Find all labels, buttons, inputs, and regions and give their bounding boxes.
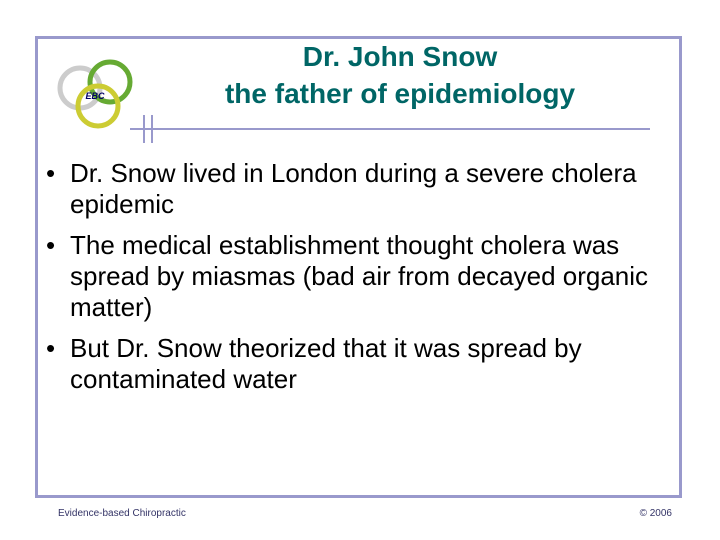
title-line-1: Dr. John Snow bbox=[302, 41, 498, 72]
bullet-text: But Dr. Snow theorized that it was spread by contaminated water bbox=[70, 333, 582, 394]
bullet-text: The medical establishment thought cholera was spread by miasmas (bad air from decayed organic matter) bbox=[70, 230, 649, 322]
bullet-item bbox=[44, 333, 670, 395]
bullet-icon: • bbox=[46, 333, 56, 363]
ebc-logo-icon bbox=[54, 56, 140, 136]
footer-organization: Evidence-based Chiropractic bbox=[58, 508, 186, 519]
footer-copyright: © 2006 bbox=[639, 508, 672, 519]
bullet-icon: • bbox=[46, 158, 56, 188]
bullet-text: Dr. Snow lived in London during a severe cholera epidemic bbox=[70, 158, 637, 219]
bullet-list bbox=[44, 158, 670, 405]
bullet-item bbox=[44, 230, 670, 323]
logo-text: EBC bbox=[85, 91, 105, 101]
title-line-2: the father of epidemiology bbox=[224, 78, 576, 109]
title-underline bbox=[130, 113, 650, 145]
bullet-icon: • bbox=[46, 230, 56, 260]
bullet-item bbox=[44, 158, 670, 220]
slide-title bbox=[150, 38, 650, 112]
